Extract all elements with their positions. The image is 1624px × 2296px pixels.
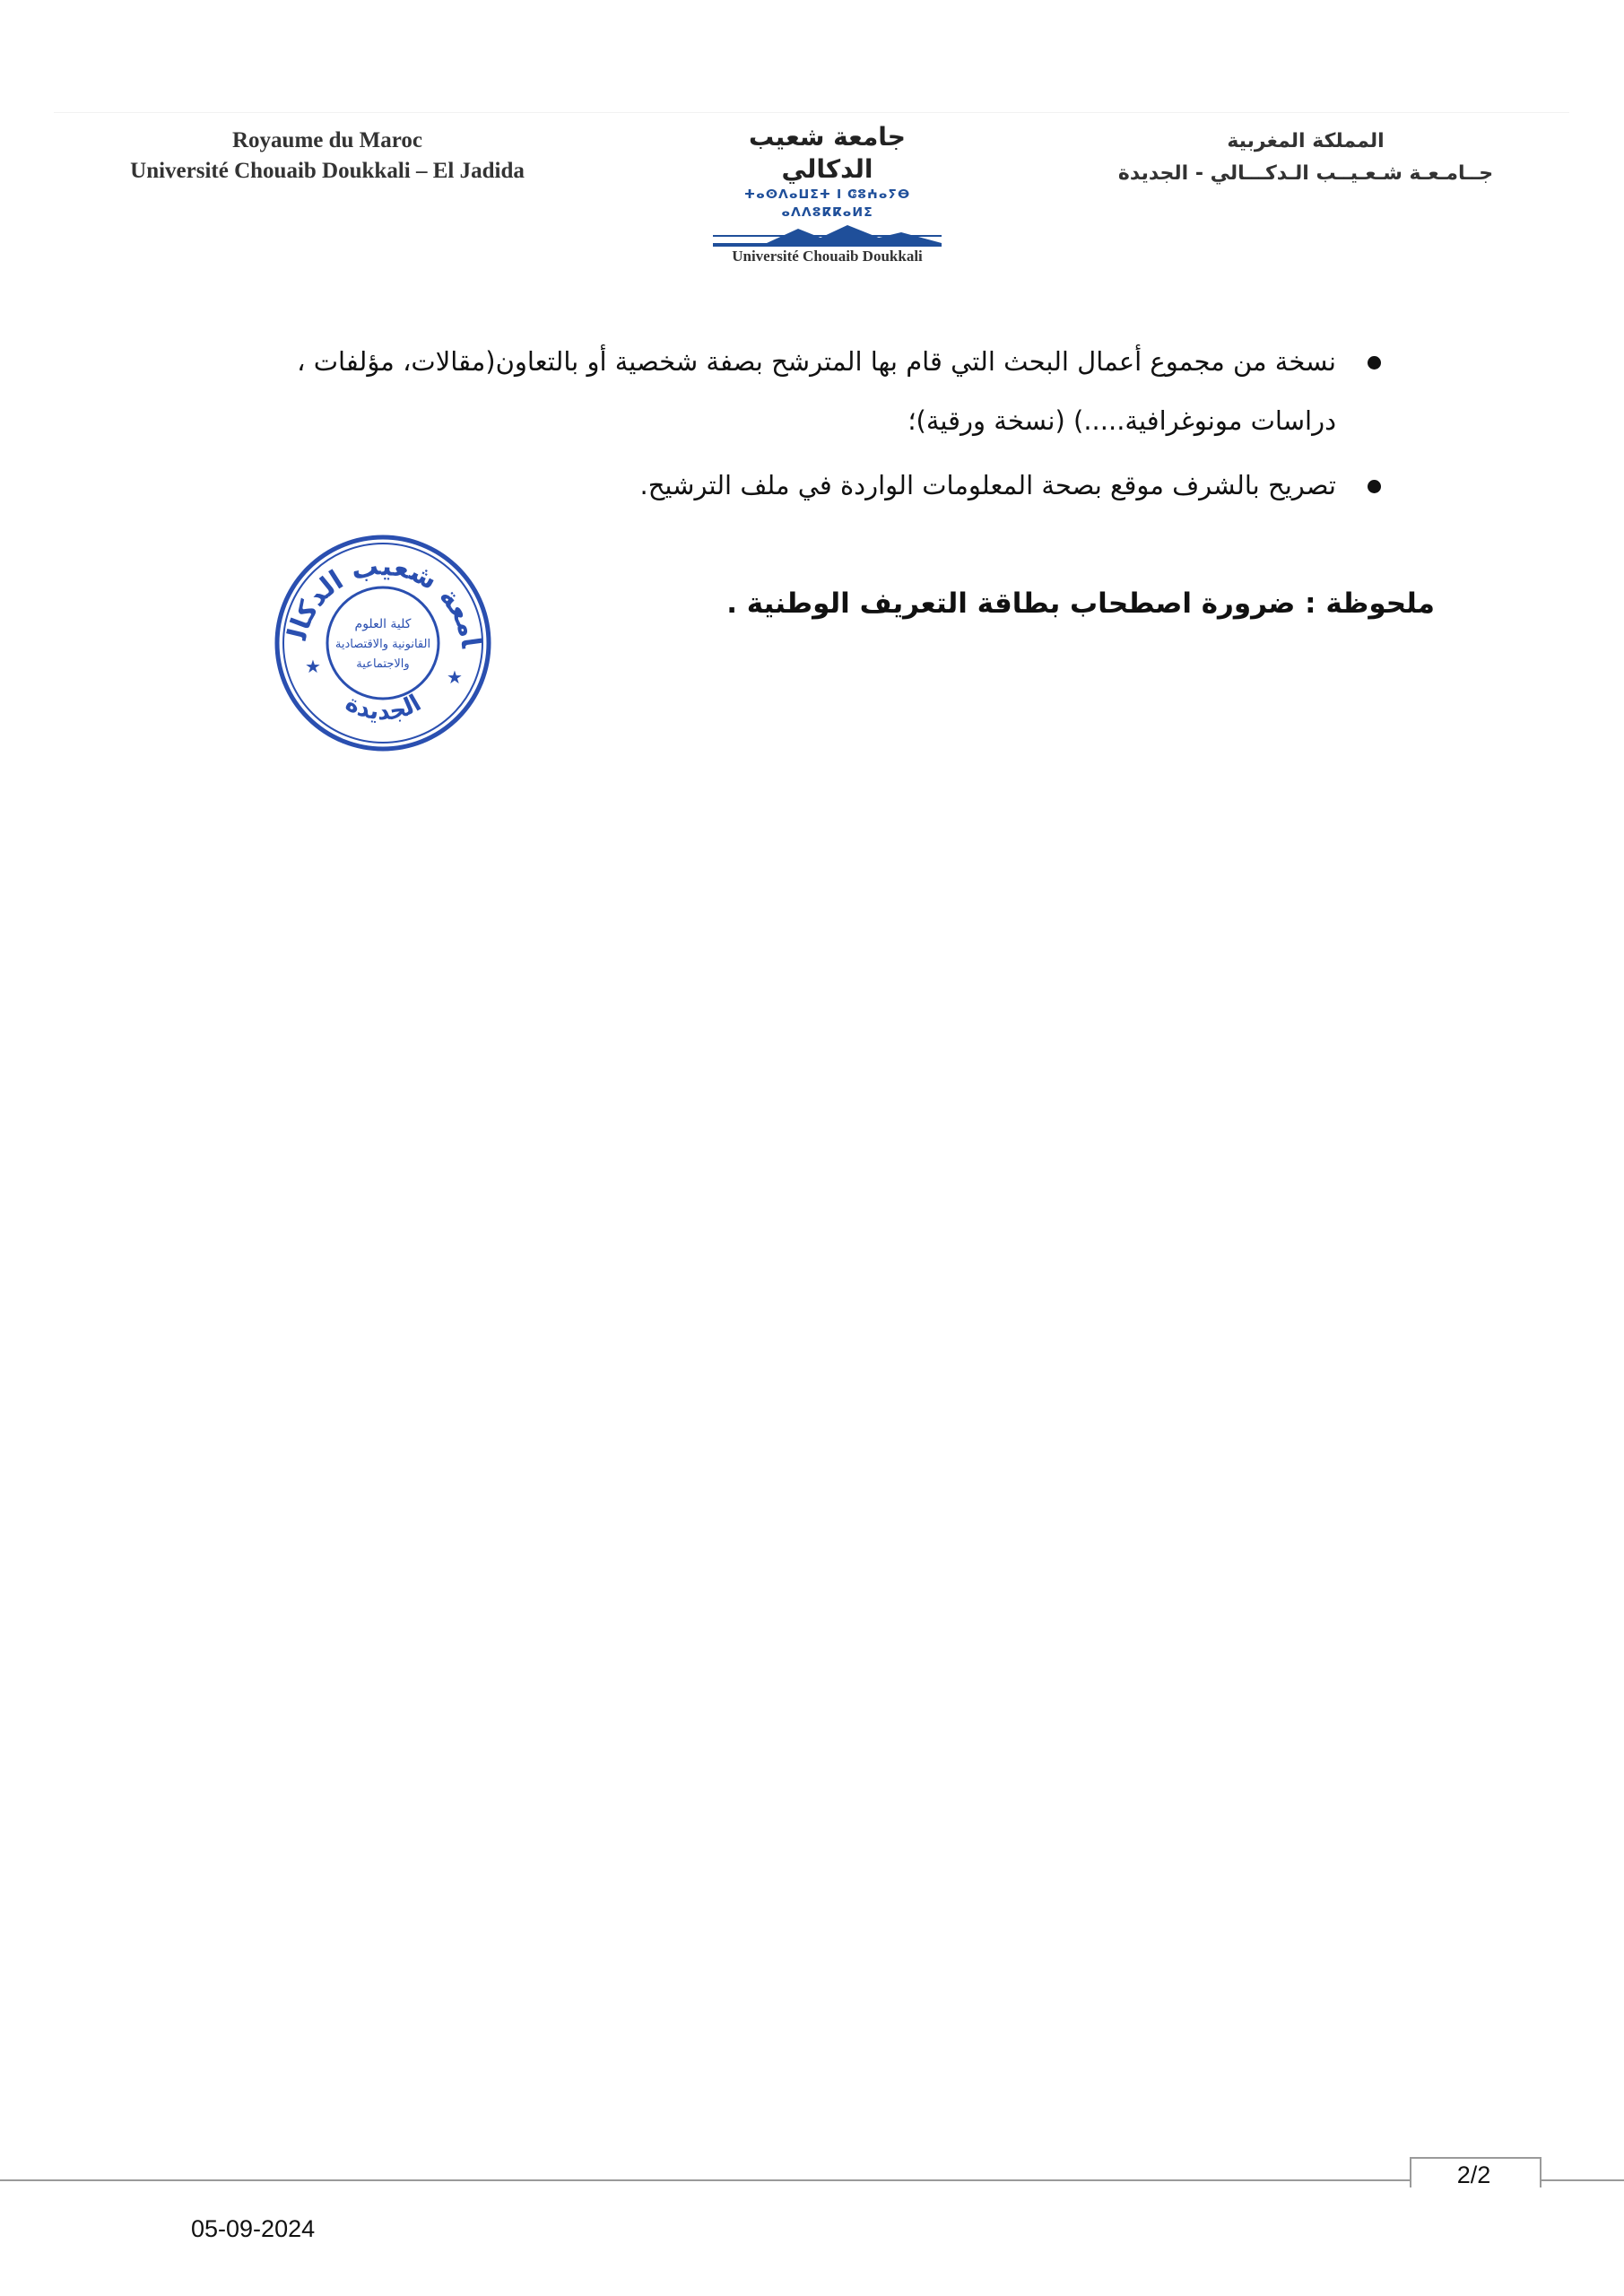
note-text: ملحوظة : ضرورة اصطحاب بطاقة التعريف الوطنية . [726, 587, 1435, 620]
logo-latin-text: Université Chouaib Doukkali [732, 248, 923, 265]
footer-rule [0, 2179, 1624, 2181]
list-item-text: تصريح بالشرف موقع بصحة المعلومات الواردة في ملف الترشيح. [639, 470, 1336, 500]
stamp-bottom-text: الجديدة [341, 689, 426, 726]
list-item-text: نسخة من مجموع أعمال البحث التي قام بها المترشح بصفة شخصية أو بالتعاون(مقالات، مؤلفات ، دراسات مونوغرافية.....) (نسخة ورقية)؛ [297, 346, 1336, 436]
header-left-block [85, 126, 569, 187]
official-stamp [269, 529, 498, 758]
kingdom-name-ar: المملكة المغربية [1227, 130, 1385, 152]
svg-text:الجديدة [341, 690, 426, 726]
footer-date: 05-09-2024 [191, 2215, 316, 2242]
document-body [269, 332, 1390, 520]
star-icon: ★ [447, 666, 463, 688]
stamp-inner-line3: والاجتماعية [356, 657, 410, 671]
stamp-inner-line2: القانونية والاقتصادية [334, 638, 431, 651]
bullet-icon [1368, 480, 1381, 493]
stamp-inner-line1: كلية العلوم [354, 617, 412, 631]
svg-text:جامعة شعيب الدكالي [269, 529, 486, 650]
bullet-icon [1368, 356, 1381, 370]
kingdom-name-fr: Royaume du Maroc [231, 128, 423, 152]
logo-mountain-icon [713, 223, 942, 247]
page-number: 2/2 [1456, 2161, 1491, 2188]
list-item [269, 456, 1390, 515]
stamp-outer-text: امعة شعيب الدكال [282, 550, 487, 650]
university-name-fr: Université Chouaib Doukkali – El Jadida [130, 159, 525, 183]
star-icon: ★ [305, 656, 321, 677]
logo-arabic-text: جامعة شعيب الدكالي [749, 122, 906, 184]
list-item [269, 332, 1390, 450]
document-header [0, 0, 1624, 265]
university-name-ar: جــامـعـة شـعـيــب الـدكـــالي - الجديدة [1117, 162, 1494, 185]
header-right-block [1073, 126, 1539, 190]
header-rule [54, 112, 1569, 113]
logo-tifinagh-text: ⵜⴰⵙⴷⴰⵡⵉⵜ ⵏ ⵛⵓⵄⴰⵢⴱ ⴰⴷⴷⵓⴽⴽⴰⵍⵉ [743, 187, 911, 220]
university-logo [708, 121, 946, 265]
